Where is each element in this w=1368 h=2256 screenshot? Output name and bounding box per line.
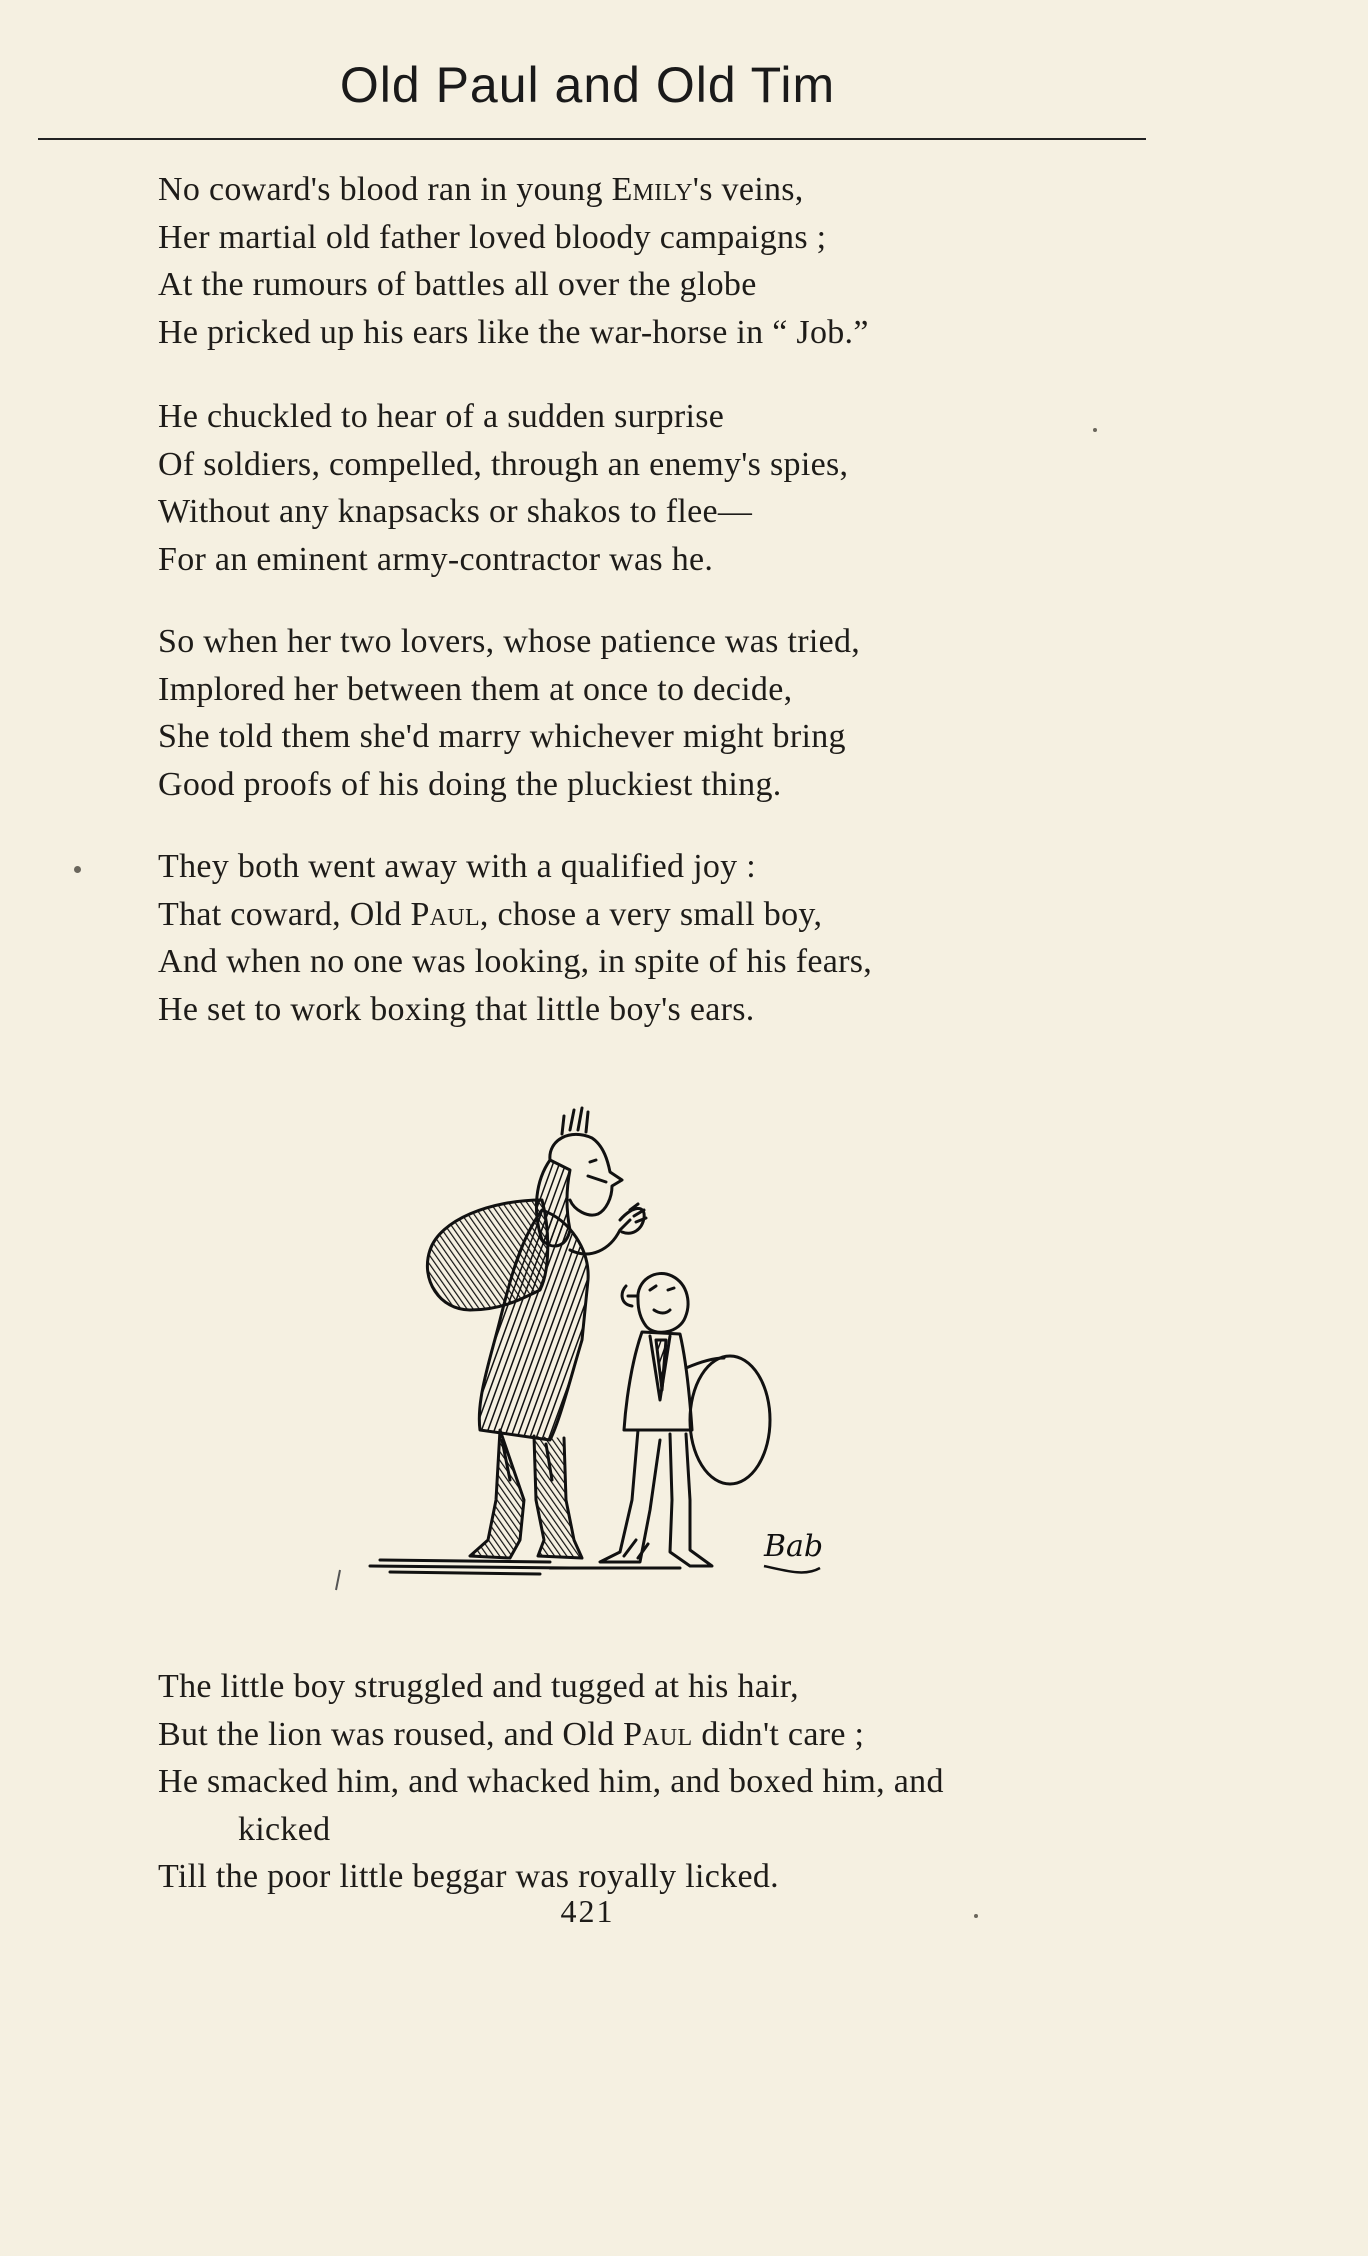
illustrator-signature: Bab <box>764 1529 824 1564</box>
verse-line: Her martial old father loved bloody campaigns ; <box>158 218 827 256</box>
name-paul: Paul <box>623 1715 693 1753</box>
name-emily: Emily <box>611 171 693 208</box>
verse-line: At the rumours of battles all over the globe <box>158 266 757 303</box>
verse-line: He pricked up his ears like the war-horse in “ Job.” <box>158 313 869 351</box>
verse-line: For an eminent army-contractor was he. <box>158 540 714 578</box>
stanza-3 <box>158 618 1218 808</box>
verse-line: He set to work boxing that little boy's ears. <box>158 990 755 1028</box>
name-paul: Paul <box>410 895 480 933</box>
page-number: 421 <box>560 1893 615 1929</box>
verse-line: So when her two lovers, whose patience was tried, <box>158 623 861 660</box>
verse-line: The little boy struggled and tugged at his hair, <box>158 1668 799 1705</box>
verse-line: Good proofs of his doing the pluckiest thing. <box>158 765 782 803</box>
paper-speck <box>74 866 81 873</box>
stanza-5 <box>158 1663 1218 1901</box>
stanza-4 <box>158 843 1218 1033</box>
running-head-title: Old Paul and Old Tim <box>339 57 836 113</box>
stanza-1 <box>158 166 1218 356</box>
verse-line: He smacked him, and whacked him, and boxed him, and <box>158 1763 944 1800</box>
verse-line: He chuckled to hear of a sudden surprise <box>158 398 725 435</box>
illustration-old-paul-boxing-boy <box>320 1100 840 1600</box>
verse-line: Implored her between them at once to decide, <box>158 670 793 708</box>
verse-line: They both went away with a qualified joy : <box>158 848 757 885</box>
stanza-2 <box>158 393 1218 583</box>
verse-line-continuation: kicked <box>238 1810 331 1848</box>
verse-line: But the lion was roused, and Old Paul didn't care ; <box>158 1715 865 1753</box>
verse-line: Till the poor little beggar was royally licked. <box>158 1858 779 1895</box>
verse-line: And when no one was looking, in spite of his fears, <box>158 943 873 980</box>
verse-line: Of soldiers, compelled, through an enemy's spies, <box>158 445 849 483</box>
verse-line: Without any knapsacks or shakos to flee— <box>158 493 753 530</box>
paper-speck <box>1093 428 1097 432</box>
verse-line: That coward, Old Paul, chose a very small boy, <box>158 895 823 933</box>
paper-speck <box>974 1914 978 1918</box>
verse-line: She told them she'd marry whichever might bring <box>158 718 846 755</box>
header-rule <box>38 138 1146 140</box>
verse-line: No coward's blood ran in young Emily's veins, <box>158 171 804 208</box>
